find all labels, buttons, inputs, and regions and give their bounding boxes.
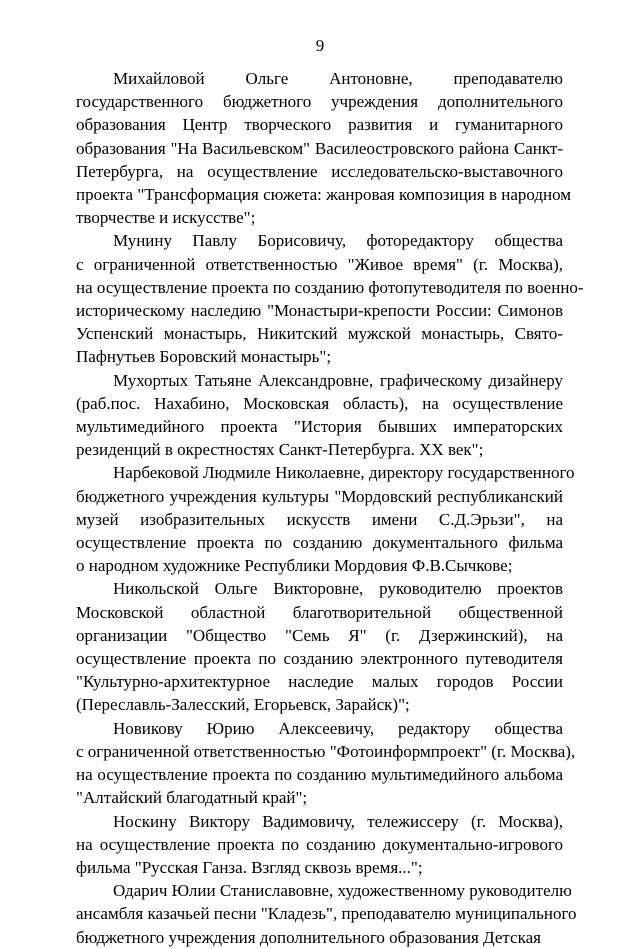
paragraph-line: "Культурно-архитектурное наследие малых городов России bbox=[76, 672, 563, 692]
paragraph-line: образования Центр творческого развития и гуманитарного bbox=[76, 115, 563, 135]
paragraph-line: о народном художнике Республики Мордовия Ф.В.Сычкове; bbox=[76, 556, 513, 576]
paragraph-line: Нарбековой Людмиле Николаевне, директору государственного bbox=[113, 463, 575, 483]
paragraph-line: Никольской Ольге Викторовне, руководителю проектов bbox=[113, 579, 563, 599]
paragraph bbox=[76, 810, 563, 880]
paragraph-line: Успенский монастырь, Никитский мужской монастырь, Свято- bbox=[76, 324, 563, 344]
paragraph-line: фильма "Русская Ганза. Взгляд сквозь время..."; bbox=[76, 857, 423, 877]
paragraph-line: Носкину Виктору Вадимовичу, тележиссеру (г. Москва), bbox=[113, 811, 563, 831]
paragraph-line: творчестве и искусстве"; bbox=[76, 208, 256, 228]
paragraph bbox=[76, 461, 575, 577]
paragraph bbox=[76, 229, 584, 368]
paragraph-line: на осуществление проекта по созданию фотопутеводителя по военно- bbox=[76, 277, 584, 297]
paragraph-line: с ограниченной ответственностью "Фотоинформпроект" (г. Москва), bbox=[76, 741, 576, 761]
paragraph bbox=[76, 717, 576, 810]
paragraph-line: образования "На Васильевском" Василеостровского района Санкт- bbox=[76, 138, 563, 158]
paragraph bbox=[76, 67, 572, 229]
paragraph bbox=[76, 577, 563, 716]
paragraph-line: на осуществление проекта по созданию документально-игрового bbox=[76, 834, 563, 854]
paragraph-line: Одарич Юлии Станиславовне, художественному руководителю bbox=[113, 881, 572, 901]
paragraph-line: проекта "Трансформация сюжета: жанровая композиция в народном bbox=[76, 185, 572, 205]
paragraph-line: Новикову Юрию Алексеевичу, редактору общества bbox=[113, 718, 563, 738]
paragraph-line: осуществление проекта по созданию документального фильма bbox=[76, 533, 563, 553]
paragraph-line: Московской областной благотворительной общественной bbox=[76, 602, 563, 622]
page-number: 9 bbox=[315, 36, 325, 55]
paragraph-line: (Переславль-Залесский, Егорьевск, Зарайск)"; bbox=[76, 695, 410, 715]
paragraph-line: мультимедийного проекта "История бывших императорских bbox=[76, 417, 563, 437]
paragraph-line: бюджетного учреждения дополнительного образования Детская bbox=[76, 927, 541, 947]
paragraph-line: ансамбля казачьей песни "Кладезь", преподавателю муниципального bbox=[76, 904, 577, 924]
paragraph-line: "Алтайский благодатный край"; bbox=[76, 788, 308, 808]
paragraph-line: организации "Общество "Семь Я" (г. Дзержинский), на bbox=[76, 625, 563, 645]
paragraph-line: Мухортых Татьяне Александровне, графическому дизайнеру bbox=[113, 370, 563, 390]
paragraph bbox=[76, 879, 577, 949]
paragraph-line: Петербурга, на осуществление исследовательско-выставочного bbox=[76, 161, 563, 181]
paragraph-line: Михайловой Ольге Антоновне, преподавателю bbox=[113, 69, 563, 88]
paragraph-line: на осуществление проекта по созданию мультимедийного альбома bbox=[76, 765, 563, 785]
paragraph-line: Мунину Павлу Борисовичу, фоторедактору общества bbox=[113, 231, 563, 251]
paragraph bbox=[76, 369, 563, 462]
paragraph-line: осуществление проекта по созданию электронного путеводителя bbox=[76, 649, 563, 669]
paragraph-line: (раб.пос. Нахабино, Московская область), на осуществление bbox=[76, 393, 563, 413]
document-body bbox=[76, 67, 584, 949]
paragraph-line: Пафнутьев Боровский монастырь"; bbox=[76, 347, 332, 367]
paragraph-line: бюджетного учреждения культуры "Мордовский республиканский bbox=[76, 486, 563, 506]
paragraph-line: государственного бюджетного учреждения дополнительного bbox=[76, 92, 563, 112]
paragraph-line: с ограниченной ответственностью "Живое время" (г. Москва), bbox=[76, 254, 563, 274]
paragraph-line: историческому наследию "Монастыри-крепости России: Симонов bbox=[76, 301, 563, 321]
paragraph-line: резиденций в окрестностях Санкт-Петербурга. XX век"; bbox=[76, 440, 484, 460]
paragraph-line: музей изобразительных искусств имени С.Д.Эрьзи", на bbox=[76, 509, 563, 529]
